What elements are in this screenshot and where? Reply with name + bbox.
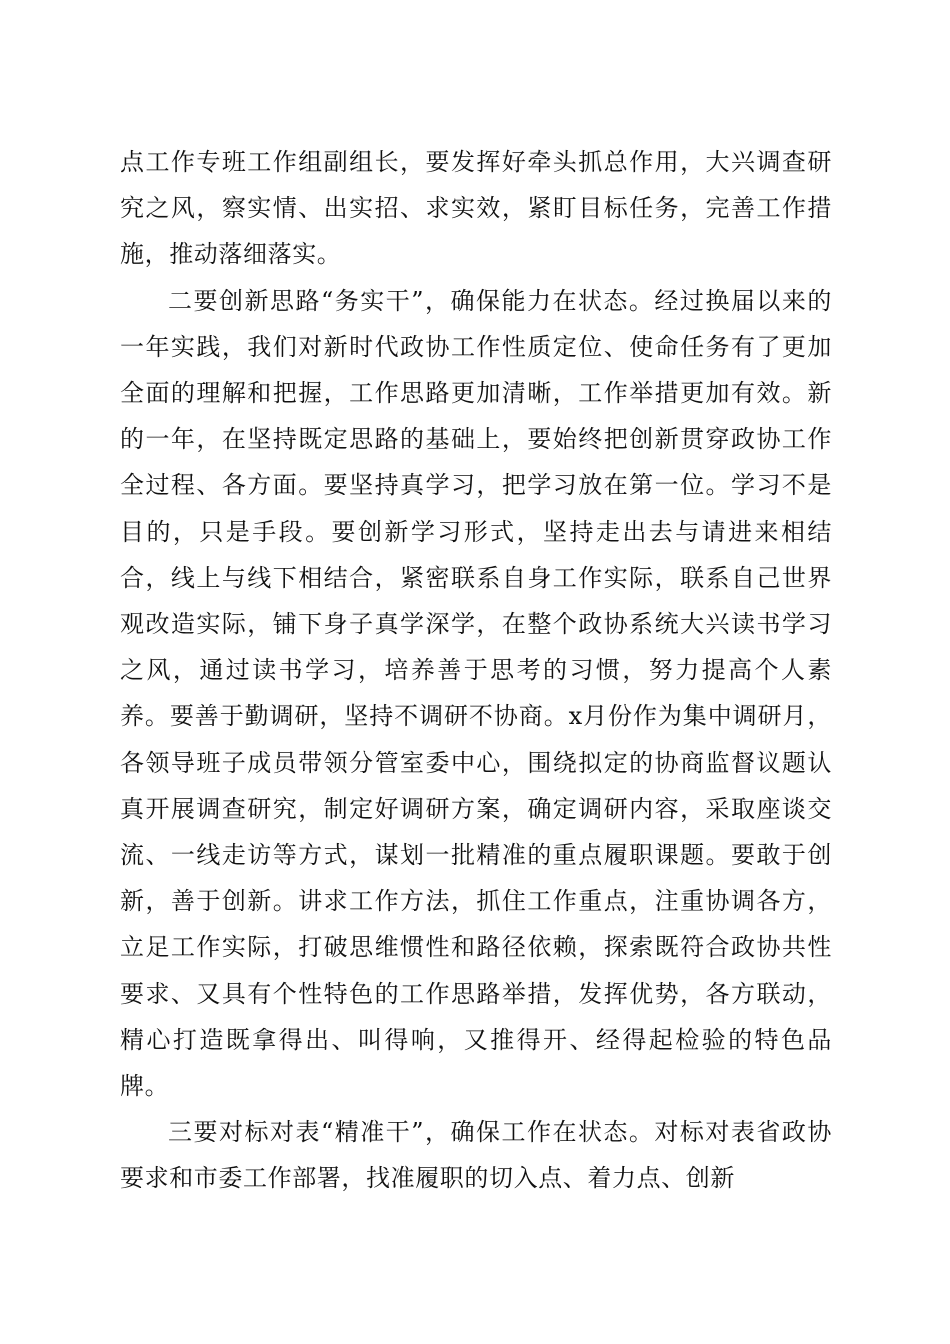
paragraph-second-point: 二要创新思路“务实干”，确保能力在状态。经过换届以来的一年实践，我们对新时代政协工作性质定位、使命任务有了更加全面的理解和把握，工作思路更加清晰，工作举措更加有效。新的一年，在坚持既定思路的基础上，要始终把创新贯穿政协工作全过程、各方面。要坚持真学习，把学习放在第一位。学习不是目的，只是手段。要创新学习形式，坚持走出去与请进来相结合，线上与线下相结合，紧密联系自身工作实际，联系自己世界观改造实际，铺下身子真学深学，在整个政协系统大兴读书学习之风，通过读书学习，培养善于思考的习惯，努力提高个人素养。要善于勤调研，坚持不调研不协商。x月份作为集中调研月，各领导班子成员带领分管室委中心，围绕拟定的协商监督议题认真开展调查研究，制定好调研方案，确定调研内容，采取座谈交流、一线走访等方式，谋划一批精准的重点履职课题。要敢于创新，善于创新。讲求工作方法，抓住工作重点，注重协调各方，立足工作实际，打破思维惯性和路径依赖，探索既符合政协共性要求、又具有个性特色的工作思路举措，发挥优势，各方联动，精心打造既拿得出、叫得响，又推得开、经得起检验的特色品牌。 [120,286,832,1101]
document-body [120,139,832,1202]
paragraph-continued: 点工作专班工作组副组长，要发挥好牵头抓总作用，大兴调查研究之风，察实情、出实招、求实效，紧盯目标任务，完善工作措施，推动落细落实。 [120,148,832,269]
paragraph-third-point: 三要对标对表“精准干”，确保工作在状态。对标对表省政协要求和市委工作部署，找准履职的切入点、着力点、创新 [120,1118,832,1193]
